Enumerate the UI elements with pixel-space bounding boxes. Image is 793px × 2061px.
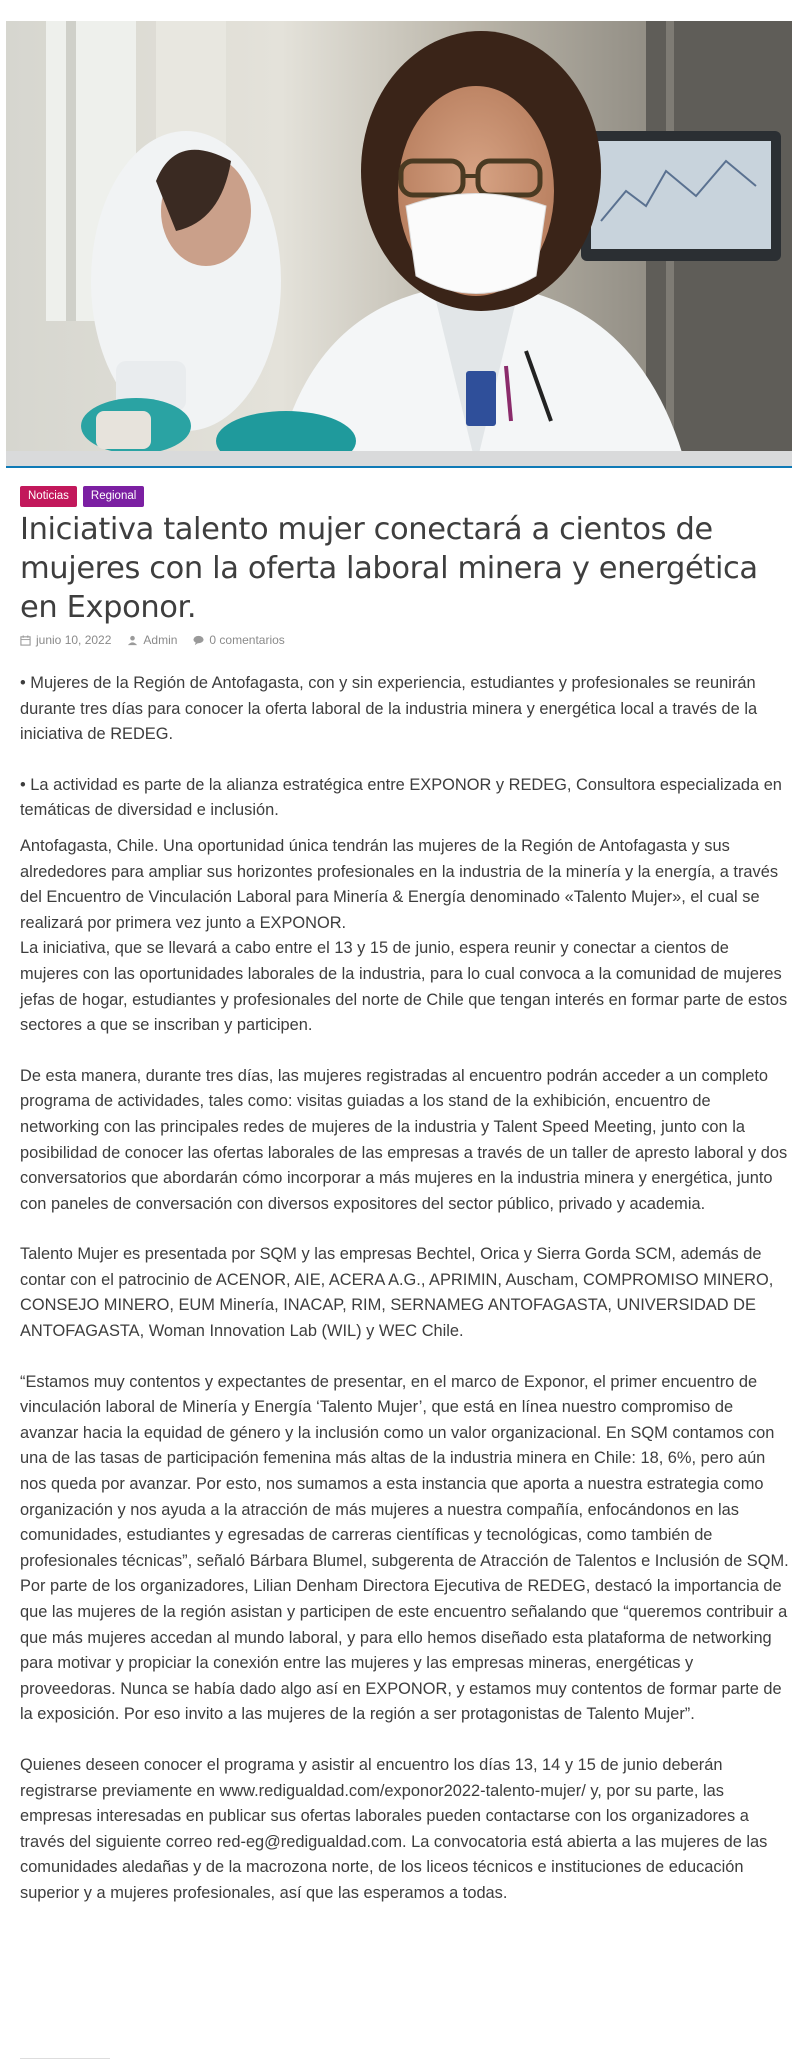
paragraph-iniciativa: La iniciativa, que se llevará a cabo entre el 13 y 15 de junio, espera reunir y conectar a cientos de mujeres con las oportunidades laborales de la industria, para lo cual convoca a la comunidad de mujeres jefas de hogar, estudiantes y profesionales del norte de Chile que tengan interés en formar parte de estos sectores a que se inscriban y participen. <box>20 939 788 1035</box>
tag-regional[interactable]: Regional <box>83 486 144 507</box>
meta-date-text: junio 10, 2022 <box>36 633 112 647</box>
paragraph-redeg: Por parte de los organizadores, Lilian Denham Directora Ejecutiva de REDEG, destacó la importancia de que las mujeres de la región asistan y participen de este encuentro señalando que “queremos contribuir a que más mujeres accedan al mundo laboral, y para ello hemos diseñado esta plataforma de networking para motivar y propiciar la conexión entre las mujeres y las empresas mineras, energéticas y proveedoras. Nunca se había dado algo así en EXPONOR, y estamos muy contentos de formar parte de la exposición. Por eso invito a las mujeres de la región a ser protagonistas de Talento Mujer”. <box>20 1577 788 1724</box>
category-tags <box>20 486 144 507</box>
user-icon <box>127 635 138 646</box>
hero-image <box>6 21 792 468</box>
comment-icon <box>193 635 204 646</box>
article-title: Iniciativa talento mujer conectará a cientos de mujeres con la oferta laboral minera y energética en Exponor. <box>20 512 758 625</box>
laboratory-woman-photo <box>6 21 792 466</box>
bullet-paragraph-2: • La actividad es parte de la alianza estratégica entre EXPONOR y REDEG, Consultora especializada en temáticas de diversidad e inclusión. <box>20 775 782 820</box>
calendar-icon <box>20 635 31 646</box>
paragraph-registro: Quienes deseen conocer el programa y asistir al encuentro los días 13, 14 y 15 de junio deberán registrarse previamente en www.redigualdad.com/exponor2022-talento-mujer/ y, por su parte, las empresas interesadas en publicar sus ofertas laborales pueden contactarse con los organizadores a través del siguiente correo red-eg@redigualdad.com. La convocatoria está abierta a las mujeres de las comunidades aledañas y de la macrozona norte, de los liceos técnicos e instituciones de educación superior y a mujeres profesionales, así que las esperamos a todas. <box>20 1755 768 1902</box>
meta-date[interactable] <box>20 633 111 647</box>
paragraph-quote-sqm: “Estamos muy contentos y expectantes de presentar, en el marco de Exponor, el primer encuentro de vinculación laboral de Minería y Energía ‘Talento Mujer’, que está en línea nuestro compromiso de avanzar hacia la equidad de género y la inclusión como un valor organizacional. En SQM contamos con una de las tasas de participación femenina más altas de la industria minera en Chile: 18, 6%, pero aún nos queda por avanzar. Por esto, nos sumamos a esta instancia que aporta a nuestra estrategia como organización y nos ayuda a la atracción de más mujeres a nuestra compañía, enfocándonos en las comunidades, estudiantes y egresadas de carreras científicas y tecnológicas, como también de profesionales técnicas”, señaló Bárbara Blumel, subgerenta de Atracción de Talentos e Inclusión de SQM. <box>20 1372 789 1570</box>
article-body <box>20 671 790 1907</box>
divider <box>20 2058 110 2059</box>
article-meta <box>20 633 285 647</box>
bullet-paragraph-1: • Mujeres de la Región de Antofagasta, con y sin experiencia, estudiantes y profesionales se reunirán durante tres días para conocer la oferta laboral de la industria minera y energética local a través de la iniciativa de REDEG. <box>20 674 758 744</box>
paragraph-antofagasta: Antofagasta, Chile. Una oportunidad única tendrán las mujeres de la Región de Antofagasta y sus alrededores para ampliar sus horizontes profesionales en la industria de la minería y la energía, a través del Encuentro de Vinculación Laboral para Minería & Energía denominado «Talento Mujer», el cual se realizará por primera vez junto a EXPONOR. <box>20 836 779 932</box>
tag-noticias[interactable]: Noticias <box>20 486 77 507</box>
meta-author[interactable] <box>127 633 177 647</box>
meta-comments[interactable] <box>193 633 284 647</box>
meta-author-text: Admin <box>143 633 178 647</box>
meta-comments-text: 0 comentarios <box>209 633 285 647</box>
paragraph-patrocinio: Talento Mujer es presentada por SQM y las empresas Bechtel, Orica y Sierra Gorda SCM, además de contar con el patrocinio de ACENOR, AIE, ACERA A.G., APRIMIN, Auscham, COMPROMISO MINERO, CONSEJO MINERO, EUM Minería, INACAP, RIM, SERNAMEG ANTOFAGASTA, UNIVERSIDAD DE ANTOFAGASTA, Woman Innovation Lab (WIL) y WEC Chile. <box>20 1245 774 1341</box>
paragraph-programa: De esta manera, durante tres días, las mujeres registradas al encuentro podrán acceder a un completo programa de actividades, tales como: visitas guiadas a los stand de la exhibición, encuentro de networking con las principales redes de mujeres de la industria y Talent Speed Meeting, junto con la posibilidad de conocer las ofertas laborales de las empresas a través de un taller de apresto laboral y dos conversatorios que abordarán cómo incorporar a más mujeres en la industria minera y energética, junto con paneles de conversación con diversos expositores del sector público, privado y academia. <box>20 1066 788 1213</box>
